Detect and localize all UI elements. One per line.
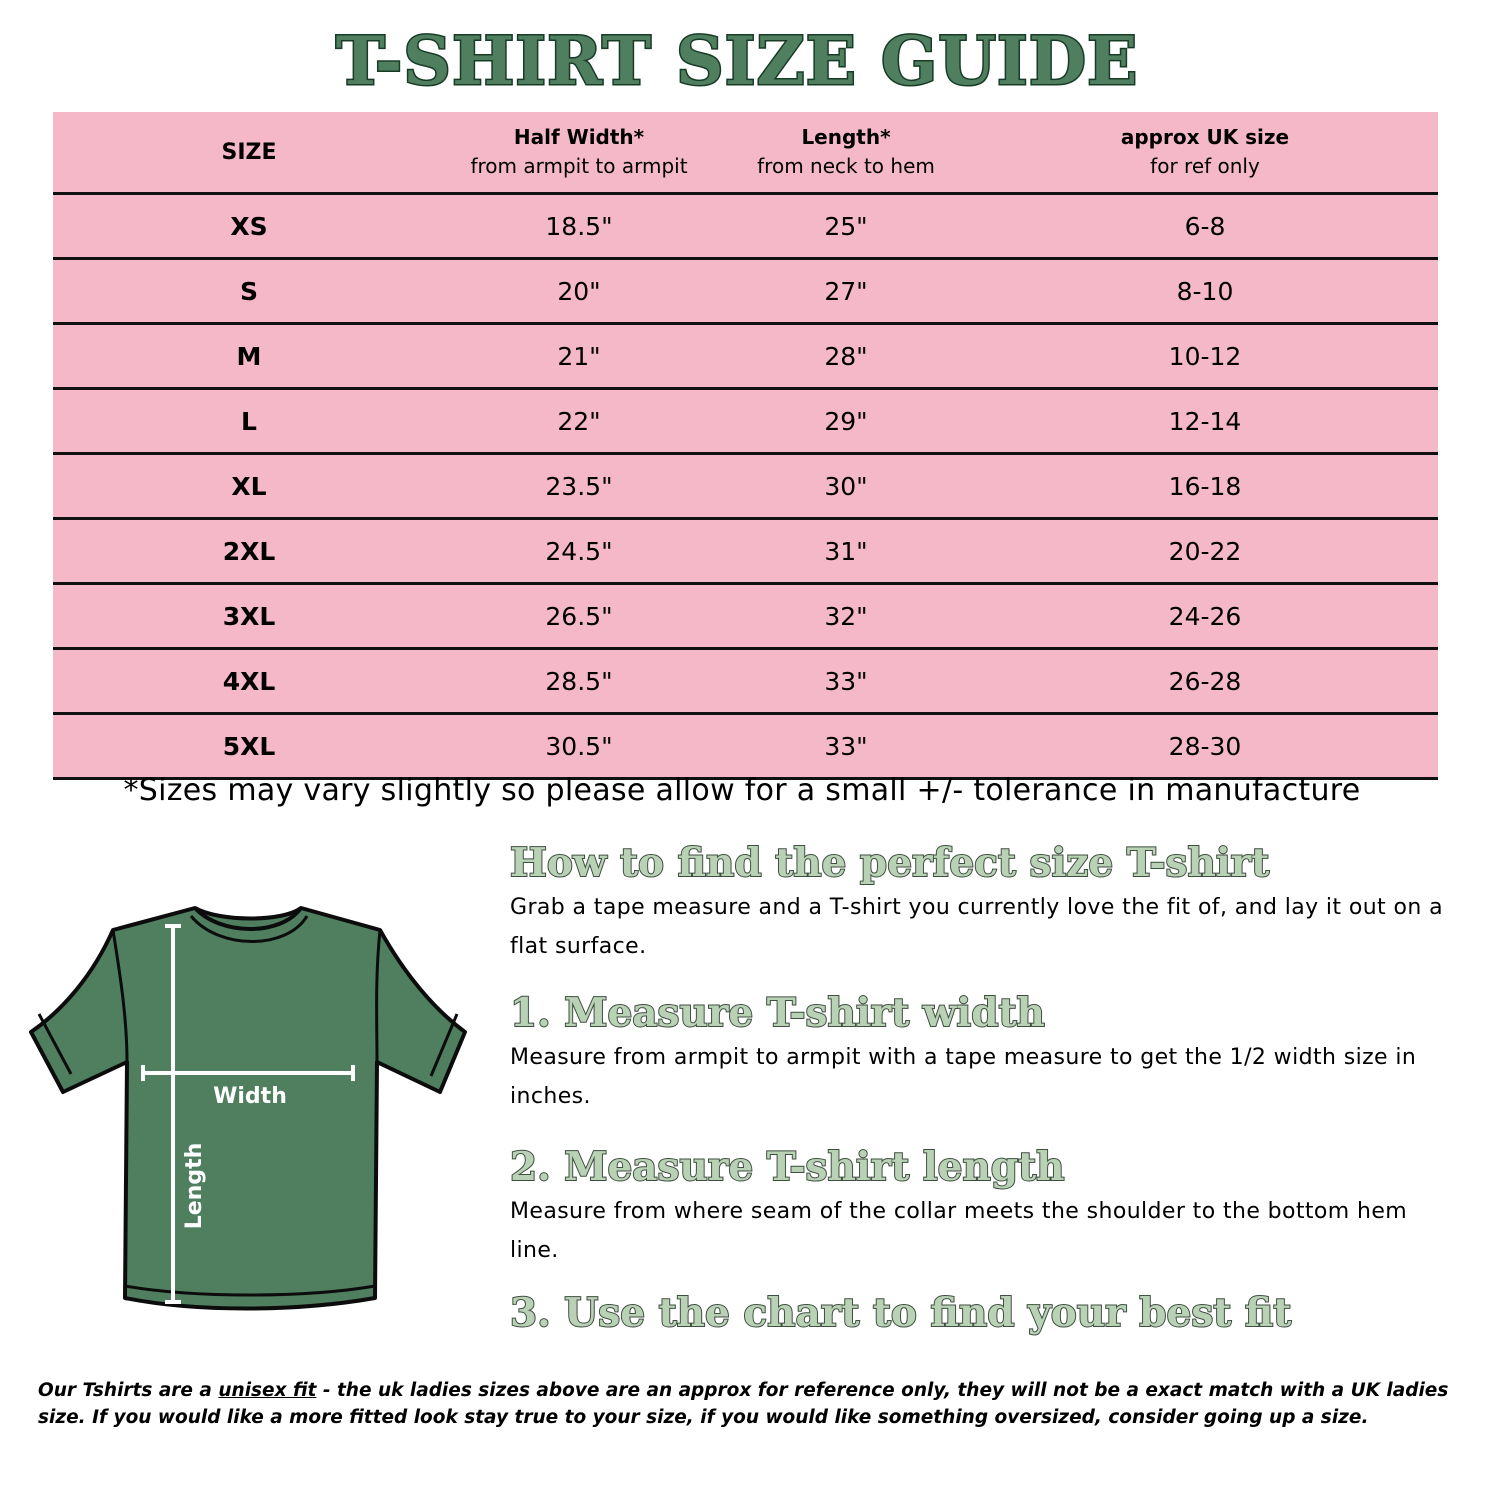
header-half-width-sub: from armpit to armpit [470, 154, 688, 178]
cell-size: L [241, 406, 257, 436]
cell-uk-size: 10-12 [1168, 341, 1242, 371]
cell-uk-size: 12-14 [1168, 406, 1242, 436]
table-row [53, 390, 1438, 455]
cell-size: M [236, 341, 262, 371]
header-uk-size [979, 123, 1431, 181]
cell-size: XL [231, 471, 267, 501]
cell-uk-size: 8-10 [1176, 276, 1234, 306]
table-row [53, 585, 1438, 650]
cell-half-width: 22" [557, 406, 601, 436]
cell-size: S [239, 276, 258, 306]
table-row [53, 325, 1438, 390]
cell-half-width: 20" [557, 276, 601, 306]
how-to-measure [510, 838, 1450, 1338]
step3-title: 3. Use the chart to find your best fit [510, 1290, 1292, 1336]
header-length-sub: from neck to hem [757, 154, 935, 178]
cell-uk-size: 6-8 [1184, 211, 1226, 241]
fit-note-unisex: unisex fit [218, 1380, 317, 1401]
fit-note-rest: - the uk ladies sizes above are an approx for reference only, they will not be a exact match with a UK ladies size. If you would like a more fitted look stay true to your size, if you would like something oversized, consider going up a size. [38, 1380, 1449, 1428]
width-label: Width [213, 1084, 287, 1109]
fit-note-prefix: Our Tshirts are a [38, 1380, 219, 1401]
cell-length: 30" [824, 471, 868, 501]
header-half-width-label: Half Width* [513, 125, 645, 149]
cell-length: 28" [824, 341, 868, 371]
cell-length: 29" [824, 406, 868, 436]
cell-length: 27" [824, 276, 868, 306]
table-header-row [53, 112, 1438, 195]
howto-title: How to find the perfect size T-shirt [510, 840, 1270, 886]
tolerance-disclaimer: *Sizes may vary slightly so please allow for a small +/- tolerance in manufacture [123, 773, 1361, 808]
table-body [53, 195, 1438, 780]
tshirt-diagram [25, 900, 475, 1320]
cell-size: 2XL [222, 536, 276, 566]
cell-half-width: 23.5" [545, 471, 613, 501]
cell-uk-size: 26-28 [1168, 666, 1242, 696]
cell-size: 4XL [222, 666, 276, 696]
cell-length: 33" [824, 666, 868, 696]
table-row [53, 260, 1438, 325]
header-uk-size-sub: for ref only [1150, 154, 1260, 178]
cell-half-width: 21" [557, 341, 601, 371]
cell-length: 25" [824, 211, 868, 241]
cell-uk-size: 20-22 [1168, 536, 1242, 566]
step2-title: 2. Measure T-shirt length [510, 1144, 1065, 1190]
cell-length: 31" [824, 536, 868, 566]
step1-title: 1. Measure T-shirt width [510, 990, 1045, 1036]
step1-body: Measure from armpit to armpit with a tape measure to get the 1/2 width size in inches. [510, 1045, 1417, 1109]
table-row [53, 520, 1438, 585]
page-title: T-SHIRT SIZE GUIDE [335, 22, 1139, 100]
howto-intro: Grab a tape measure and a T-shirt you currently love the fit of, and lay it out on a flat surface. [510, 895, 1443, 959]
step2-body: Measure from where seam of the collar meets the shoulder to the bottom hem line. [510, 1199, 1408, 1263]
cell-half-width: 28.5" [545, 666, 613, 696]
table-row [53, 715, 1438, 780]
cell-size: 5XL [222, 731, 276, 761]
cell-size: XS [230, 211, 268, 241]
length-label: Length [182, 1142, 207, 1230]
cell-uk-size: 28-30 [1168, 731, 1242, 761]
cell-half-width: 30.5" [545, 731, 613, 761]
cell-uk-size: 16-18 [1168, 471, 1242, 501]
size-table [53, 112, 1438, 780]
table-row [53, 650, 1438, 715]
header-size [53, 138, 445, 167]
cell-half-width: 24.5" [545, 536, 613, 566]
header-half-width [445, 123, 713, 181]
fit-note [38, 1377, 1478, 1431]
table-row [53, 455, 1438, 520]
header-length [713, 123, 979, 181]
cell-size: 3XL [222, 601, 276, 631]
header-size-label: SIZE [221, 139, 277, 165]
cell-half-width: 26.5" [545, 601, 613, 631]
table-row [53, 195, 1438, 260]
cell-length: 33" [824, 731, 868, 761]
cell-half-width: 18.5" [545, 211, 613, 241]
header-uk-size-label: approx UK size [1120, 125, 1290, 149]
cell-length: 32" [824, 601, 868, 631]
cell-uk-size: 24-26 [1168, 601, 1242, 631]
header-length-label: Length* [801, 125, 891, 149]
